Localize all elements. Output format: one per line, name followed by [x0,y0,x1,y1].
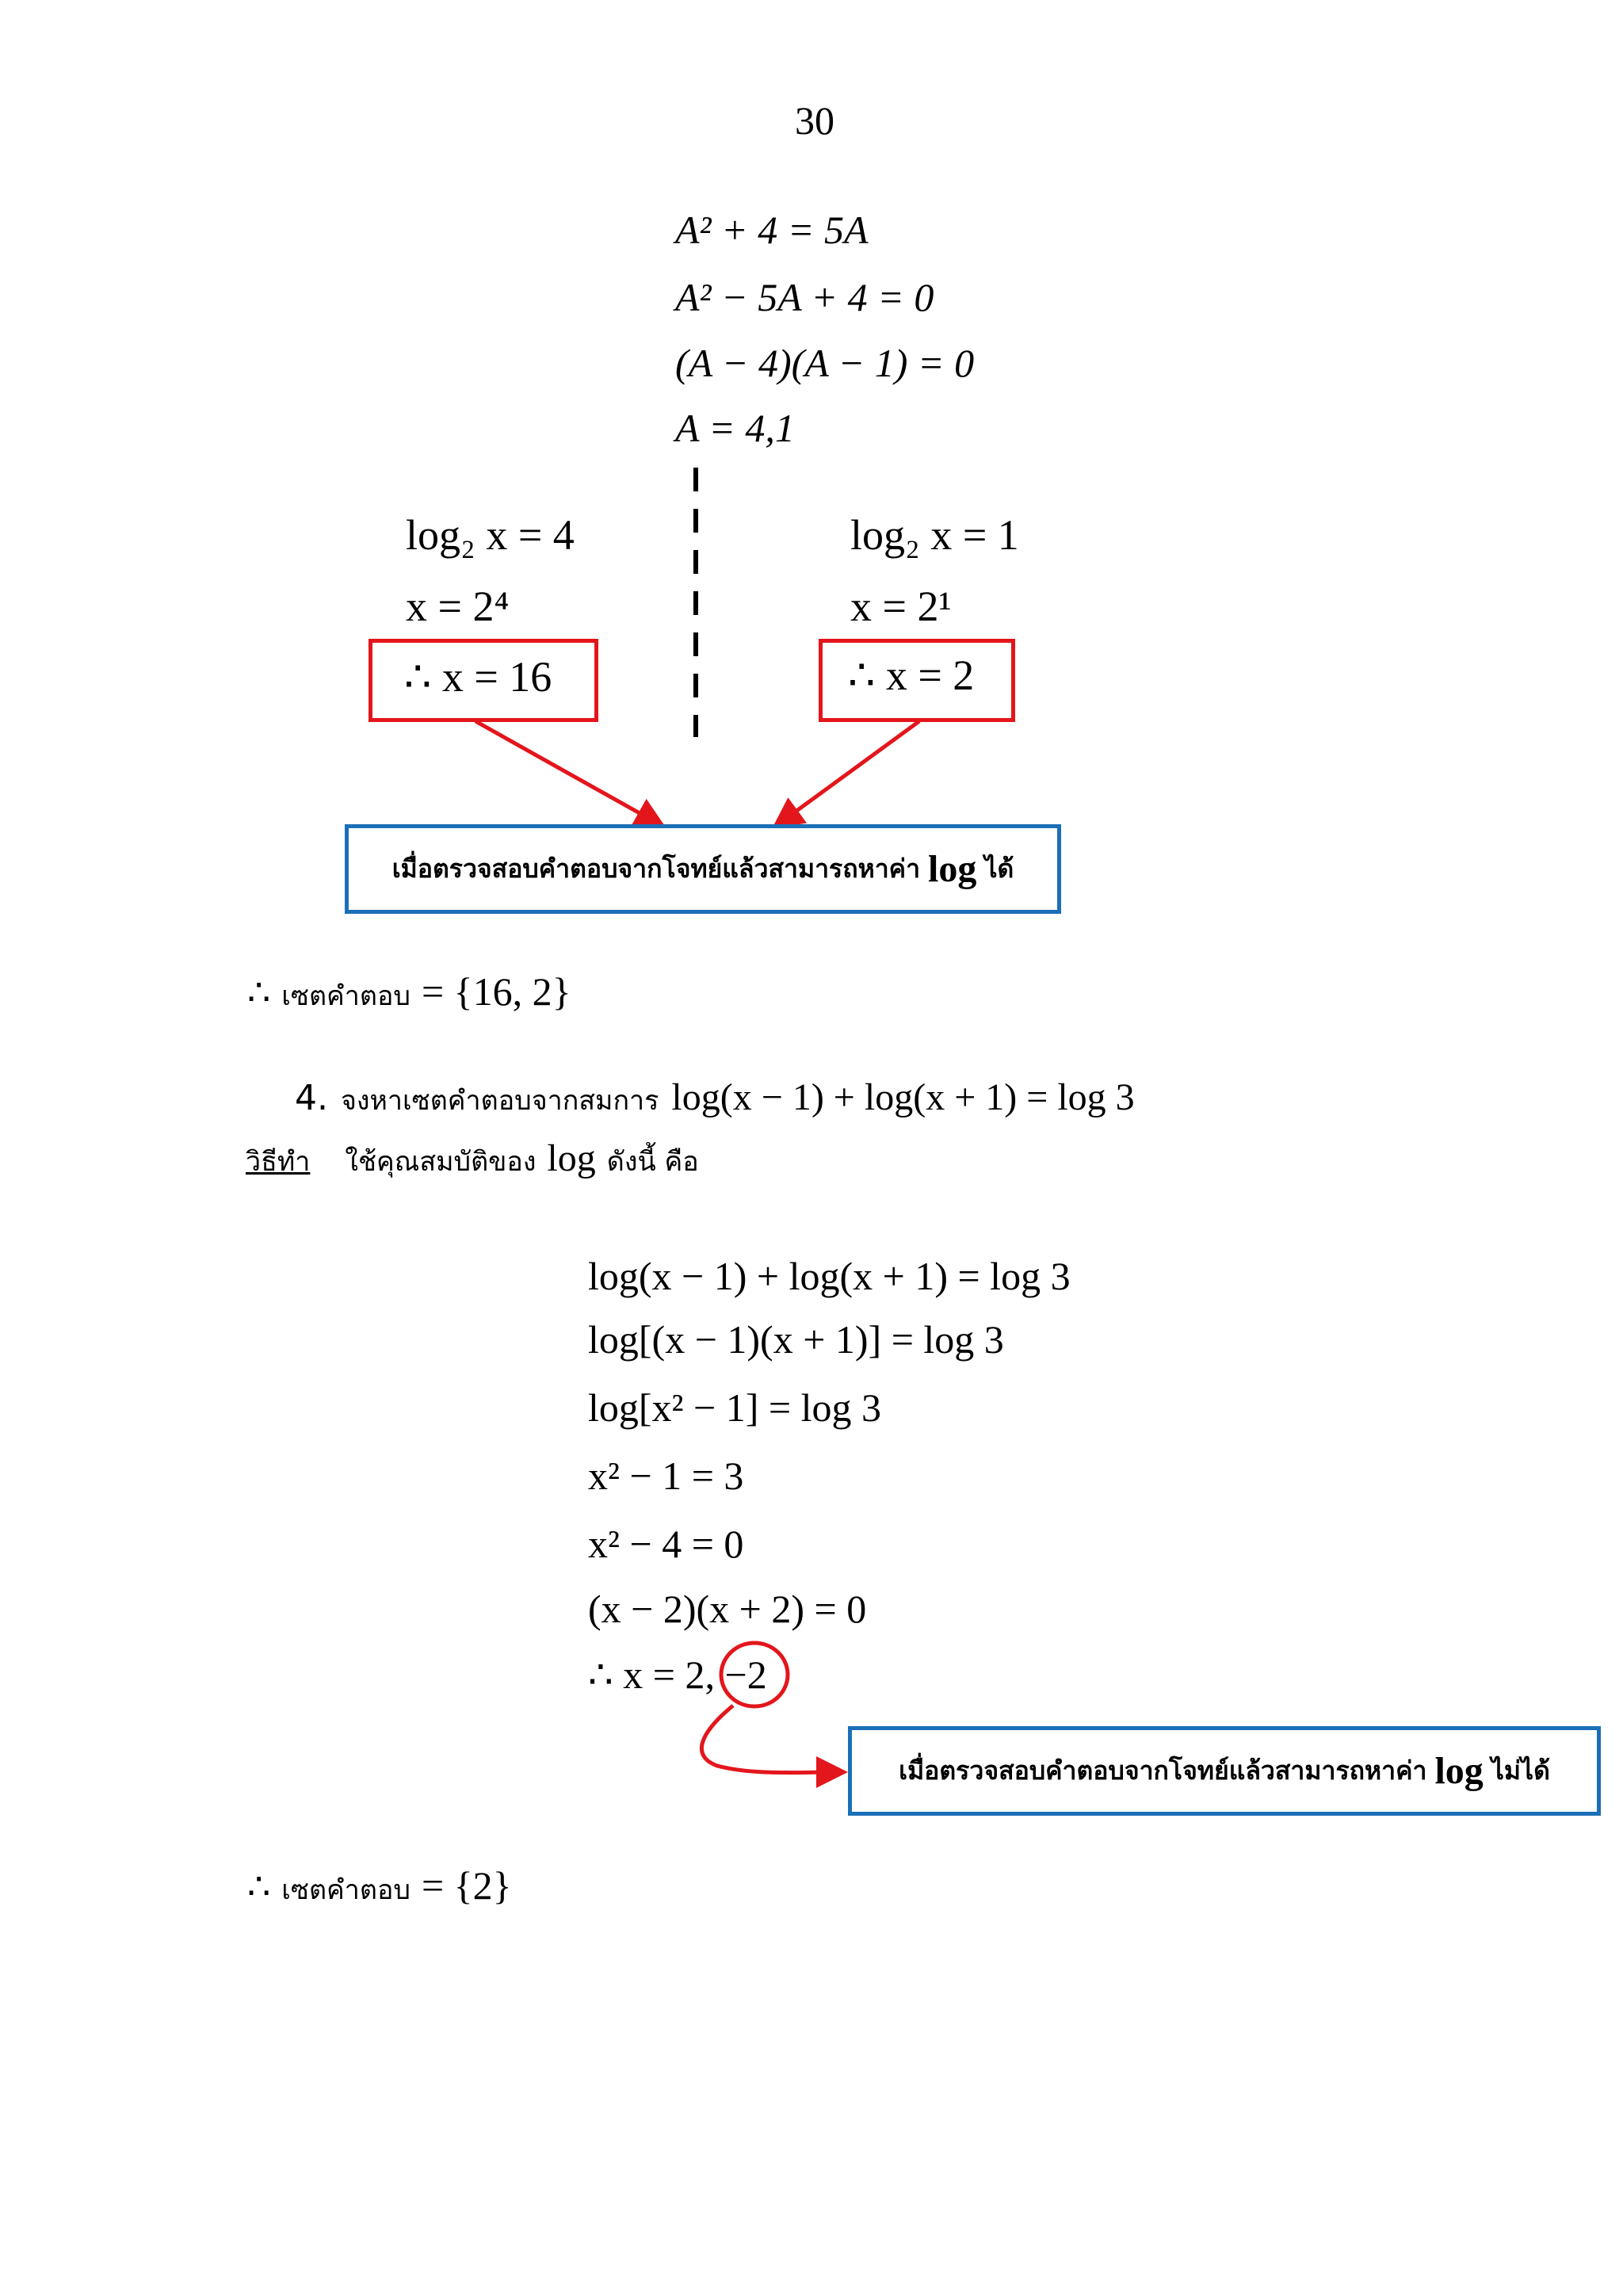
therefore-symbol: ∴ [247,972,271,1013]
solution-step: log(x − 1) + log(x + 1) = log 3 [588,1254,1071,1298]
note-valid-text: เมื่อตรวจสอบคำตอบจากโจทย์แล้วสามารถหาค่า [391,854,921,884]
solution-step: ∴ x = 2, −2 [588,1652,767,1697]
note-valid-suffix: ได้ [984,854,1014,884]
method-log: log [547,1137,596,1179]
left-case-line: log₂ x = 4 [406,511,575,559]
problem-equation: log(x − 1) + log(x + 1) = log 3 [671,1076,1135,1118]
equation-line: A = 4,1 [675,406,795,450]
arrow-right [778,721,919,824]
left-answer: ∴ x = 16 [404,653,552,701]
note-valid-box [345,824,1061,914]
answer-set-value: = {2} [421,1863,512,1908]
equation-line: A² − 5A + 4 = 0 [675,275,934,319]
arrow-left [475,721,659,824]
method-text-after: ดังนี้ คือ [606,1146,699,1178]
method-label: วิธีทำ [246,1146,311,1178]
answer-set-label: เซตคำตอบ [281,1874,411,1906]
method-text: ใช้คุณสมบัติของ [345,1146,537,1178]
solution-step: x² − 4 = 0 [588,1522,744,1566]
problem-4 [295,1075,1135,1121]
problem-text: จงหาเซตคำตอบจากสมการ [340,1085,659,1117]
note-invalid-text: เมื่อตรวจสอบคำตอบจากโจทย์แล้วสามารถหาค่า [899,1755,1427,1786]
solution-step: log[(x − 1)(x + 1)] = log 3 [588,1317,1004,1362]
therefore-symbol: ∴ [247,1866,271,1907]
solution-step: log[x² − 1] = log 3 [588,1385,881,1430]
solution-step: x² − 1 = 3 [588,1454,744,1498]
note-invalid-log: log [1434,1750,1484,1792]
answer-set-value: = {16, 2} [421,969,571,1014]
method-line [246,1137,699,1182]
solution-step: (x − 2)(x + 2) = 0 [588,1587,867,1631]
page-number: 30 [795,98,834,143]
answer-set-1 [247,968,571,1017]
equation-line: A² + 4 = 5A [675,208,869,252]
answer-set-2 [247,1862,512,1911]
note-valid-log: log [928,848,977,890]
right-case-line: x = 2¹ [850,583,952,630]
right-answer: ∴ x = 2 [848,651,975,699]
note-invalid-suffix: ไม่ได้ [1491,1755,1550,1786]
note-invalid-box [848,1726,1601,1816]
right-case-line: log₂ x = 1 [850,511,1019,559]
left-case-line: x = 2⁴ [406,583,510,630]
curved-arrow [701,1706,840,1773]
problem-number: 4. [295,1078,328,1118]
equation-line: (A − 4)(A − 1) = 0 [675,341,975,385]
answer-set-label: เซตคำตอบ [281,980,411,1012]
